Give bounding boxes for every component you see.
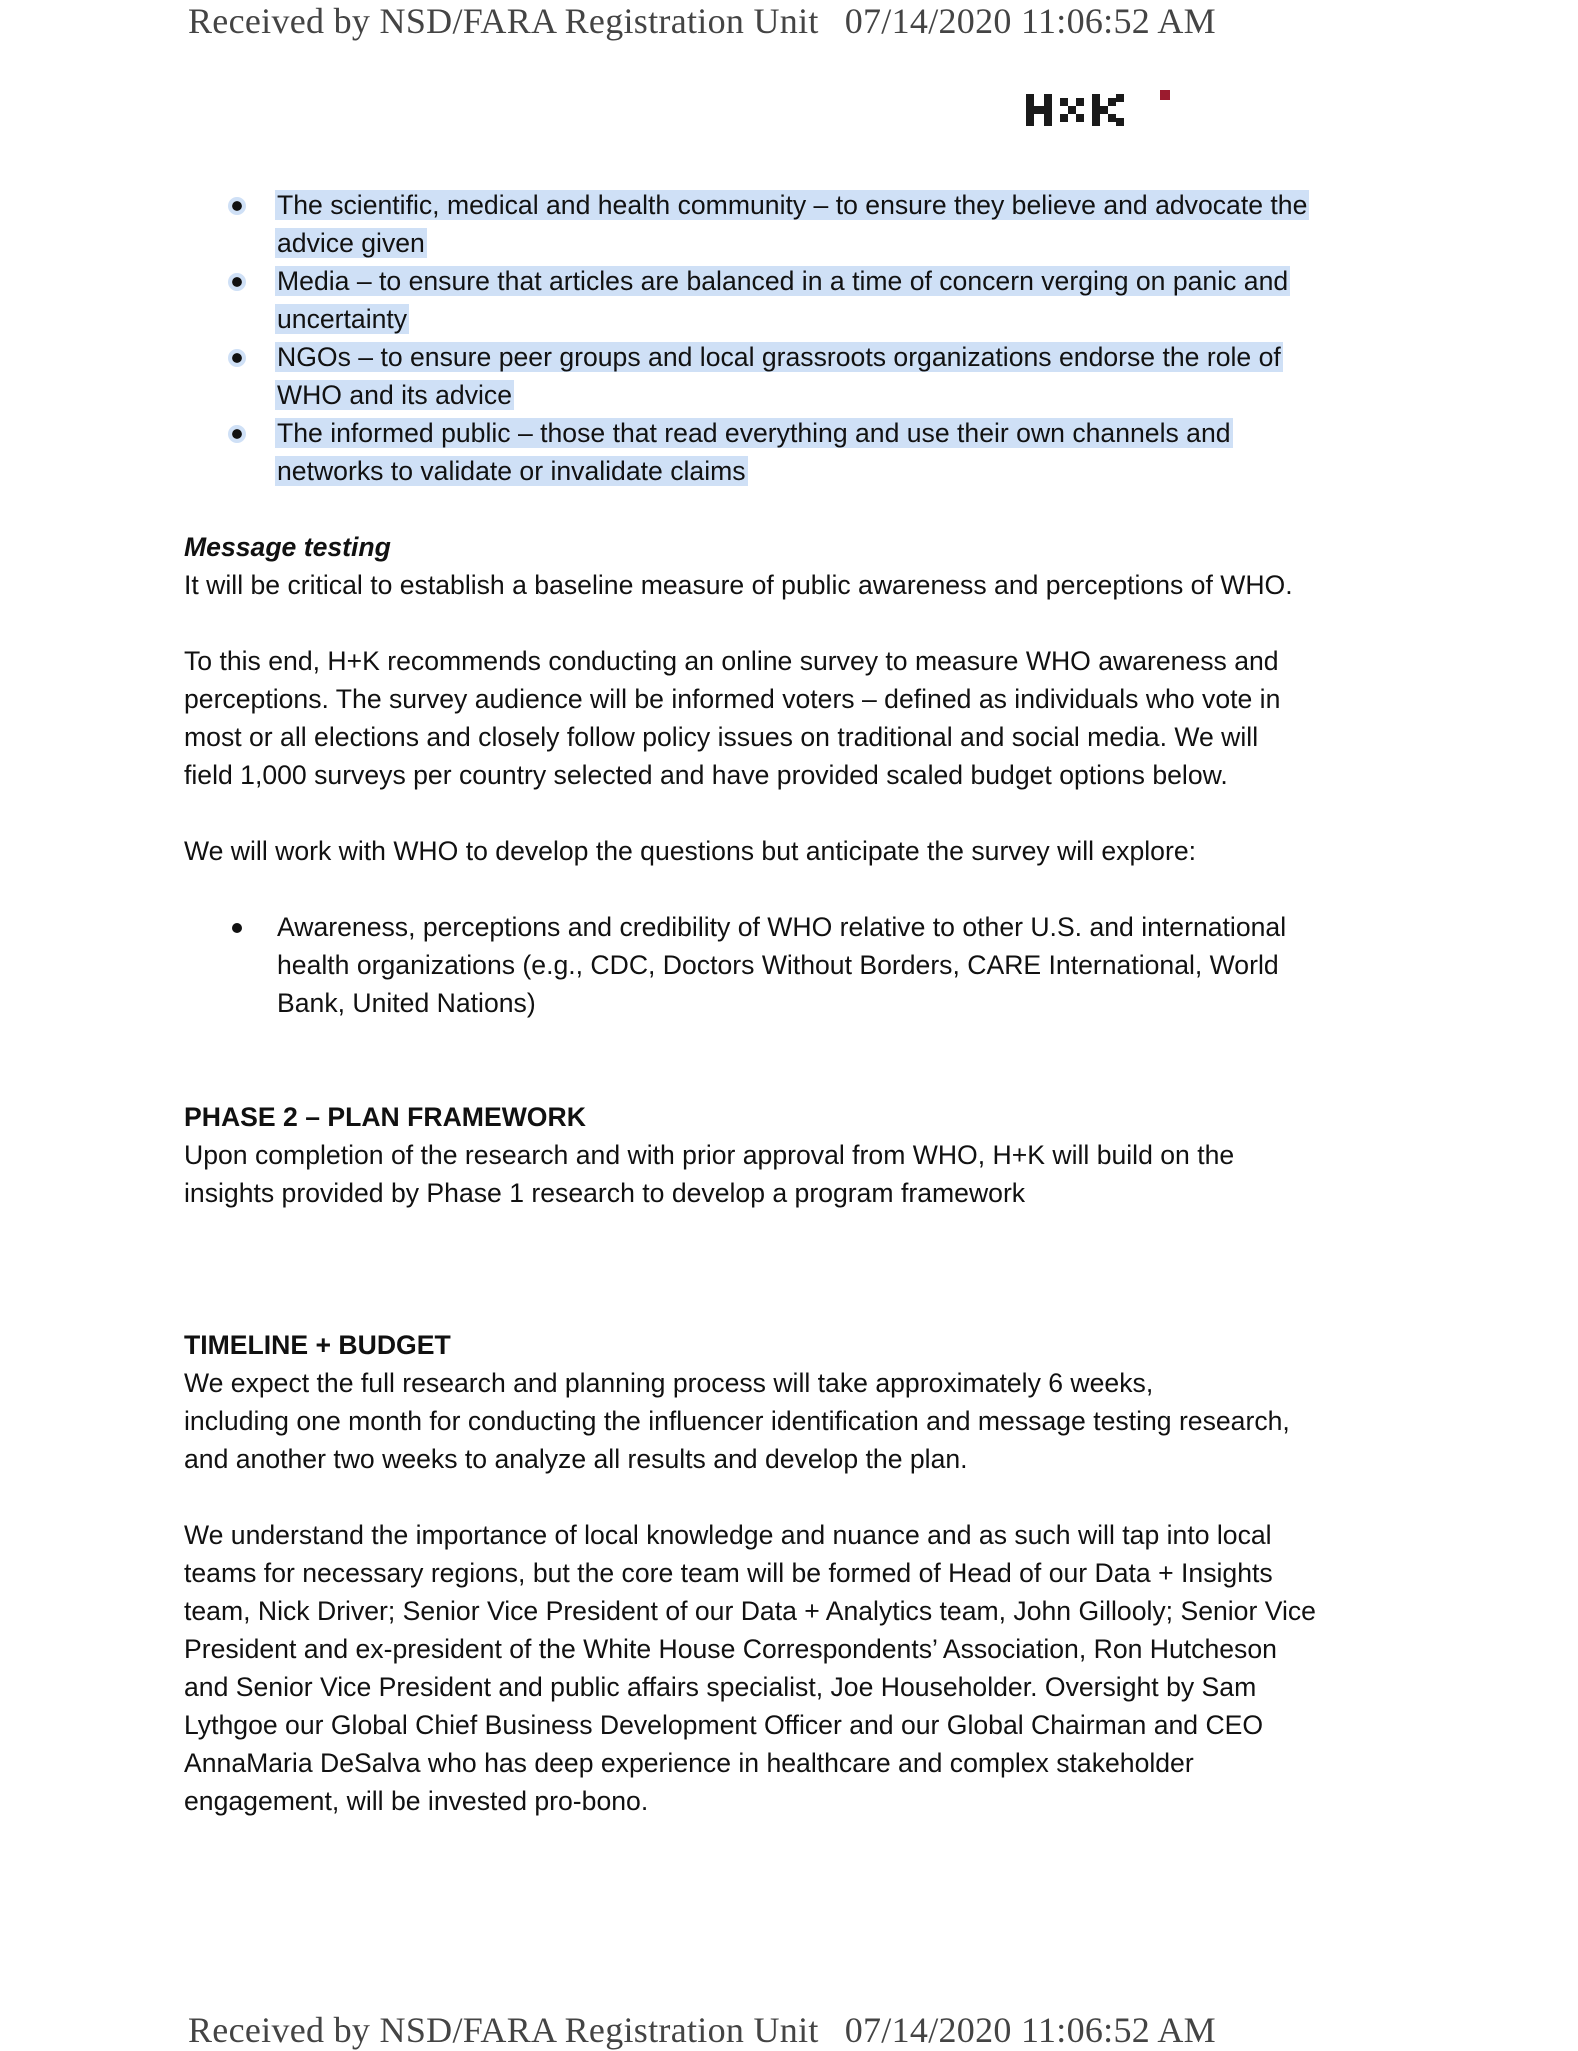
bullet-icon (232, 429, 242, 439)
paragraph: It will be critical to establish a baseline measure of public awareness and perceptions of WHO. (184, 570, 1293, 600)
registration-stamp-bottom (188, 2009, 1216, 2051)
registration-stamp-top (188, 0, 1216, 42)
bullet-icon (232, 277, 242, 287)
section-heading-timeline-budget: TIMELINE + BUDGET (184, 1330, 451, 1360)
stamp-text: Received by NSD/FARA Registration Unit (188, 2010, 819, 2050)
bullet-icon (232, 201, 242, 211)
bullet-icon (232, 923, 242, 933)
list-item: Awareness, perceptions and credibility of WHO relative to other U.S. and international health organizations (e.g., CDC, Doctors Without Borders, CARE International, World Bank, United Nations) (184, 908, 1394, 1022)
bullet-icon (232, 353, 242, 363)
stamp-text: Received by NSD/FARA Registration Unit (188, 1, 819, 41)
paragraph: We will work with WHO to develop the questions but anticipate the survey will explore: (184, 836, 1197, 866)
list-item: NGOs – to ensure peer groups and local grassroots organizations endorse the role of WHO and its advice (184, 338, 1394, 414)
paragraph-timeline: We expect the full research and planning process will take approximately 6 weeks, including one month for conducting the influencer identification and message testing research, and another two weeks to analyze all results and develop the plan. (184, 1368, 1290, 1474)
list-item: The scientific, medical and health community – to ensure they believe and advocate the advice given (184, 186, 1394, 262)
section-heading-phase-2: PHASE 2 – PLAN FRAMEWORK (184, 1102, 586, 1132)
list-item: The informed public – those that read everything and use their own channels and networks to validate or invalidate claims (184, 414, 1394, 490)
survey-topics-list (184, 908, 1394, 1022)
audience-bullet-list (184, 186, 1394, 490)
paragraph-survey: To this end, H+K recommends conducting an online survey to measure WHO awareness and perceptions. The survey audience will be informed voters – defined as individuals who vote in most or all elections and closely follow policy issues on traditional and social media. We will field 1,000 surveys per country selected and have provided scaled budget options below. (184, 646, 1281, 790)
paragraph-phase-2: Upon completion of the research and with prior approval from WHO, H+K will build on the insights provided by Phase 1 research to develop a program framework (184, 1140, 1235, 1208)
section-subheading-message-testing: Message testing (184, 532, 391, 562)
stamp-timestamp: 07/14/2020 11:06:52 AM (844, 1, 1216, 41)
paragraph-team: We understand the importance of local knowledge and nuance and as such will tap into local teams for necessary regions, but the core team will be formed of Head of our Data + Insights team, Nick Driver; Senior Vice President of our Data + Analytics team, John Gillooly; Senior Vice President and ex-president of the White House Correspondents’ Association, Ron Hutcheson and Senior Vice President and public affairs specialist, Joe Householder. Oversight by Sam Lythgoe our Global Chief Business Development Officer and our Global Chairman and CEO AnnaMaria DeSalva who has deep experience in healthcare and complex stakeholder engagement, will be invested pro-bono. (184, 1520, 1316, 1816)
hk-logo-icon (1022, 90, 1176, 134)
stamp-timestamp: 07/14/2020 11:06:52 AM (844, 2010, 1216, 2050)
document-body (184, 186, 1394, 1820)
list-item: Media – to ensure that articles are balanced in a time of concern verging on panic and uncertainty (184, 262, 1394, 338)
